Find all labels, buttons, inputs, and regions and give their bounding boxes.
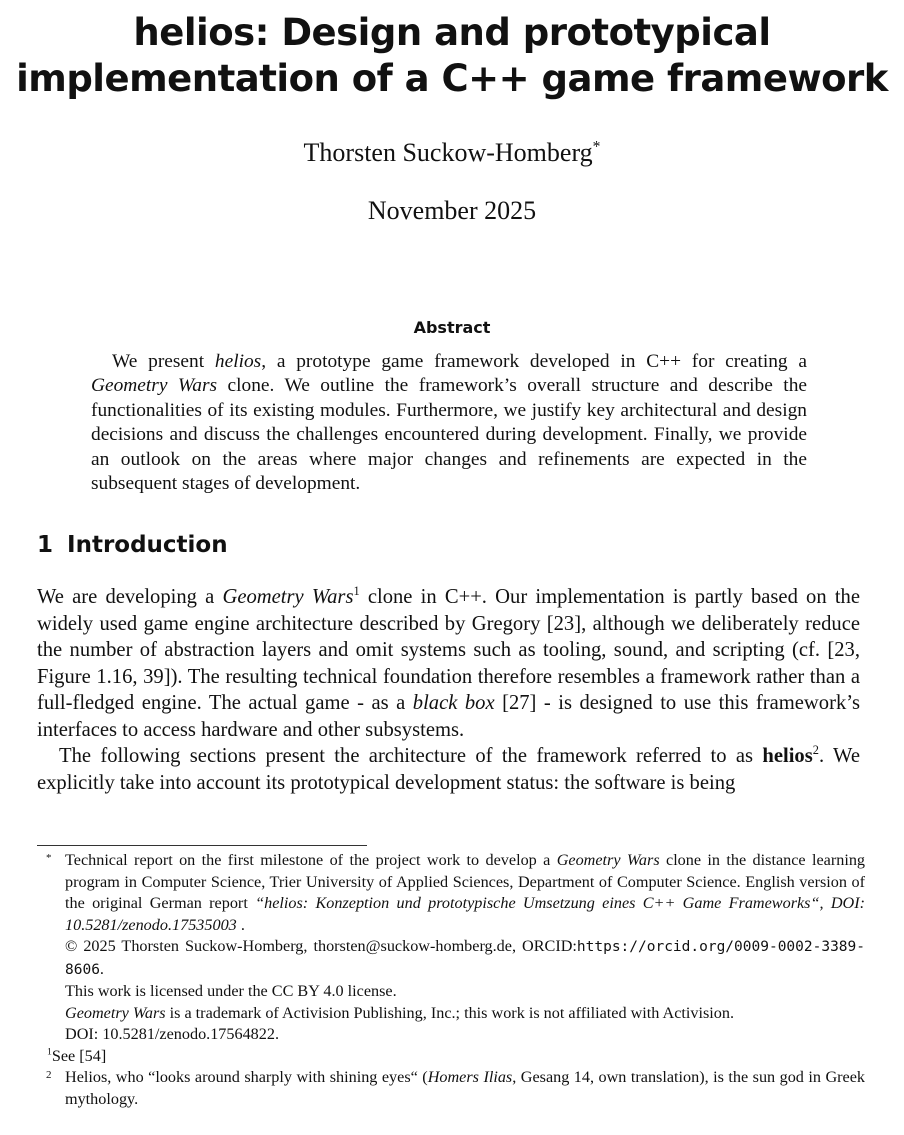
footnote-license: This work is licensed under the CC BY 4.0 license. (65, 982, 397, 1000)
paper-title-line-2: implementation of a C++ game framework (16, 57, 888, 100)
footnote-mark: 2 (46, 1069, 52, 1081)
body-bold: helios (762, 745, 813, 767)
footnote-ref-1[interactable]: 1 (353, 584, 360, 599)
body-text: We are developing a (37, 586, 223, 608)
footnote-emphasis: Geometry Wars (556, 851, 660, 869)
paper-title-line-1: helios: Design and prototypical (133, 11, 771, 54)
footnote-star-text (65, 850, 865, 936)
footnote-text: . (99, 959, 104, 978)
footnote-text: is a trademark of Activision Publishing, Inc.; this work is not affiliated with Activision. (165, 1003, 735, 1022)
footnote-text: Helios, who “looks around sharply with shining eyes“ ( (65, 1068, 428, 1086)
footnote-1-text: See [54] (51, 1046, 107, 1065)
abstract-body (91, 350, 807, 496)
footnote-mark: 1 (47, 1046, 52, 1058)
body-text: clone in C++. Our implementation is partly based on the widely used game engine architecture described by Gregory [23], although we deliberately reduce the number of abstraction layers and omit systems such as tooling, sound, and scripting (cf. [23, Figure 1.16, 39]). The resulting technical foundation therefore resembles a framework rather than a full-fledged engine. The actual game - as a (37, 586, 860, 714)
abstract-text: clone. We outline the framework’s overall structure and describe the functionalities of its existing modules. Furthermore, we justify key architectural and design decisions and discuss the challenges encountered during development. Finally, we provide an outlook on the areas where major changes and refinements are expected in the subsequent stages of development. (91, 375, 807, 495)
section-title: Introduction (67, 532, 228, 558)
footnote-text: , Gesang 14, own translation), is the sun god in Greek mythology. (65, 1068, 866, 1108)
footnote-emphasis: Homers Ilias (427, 1068, 513, 1086)
orcid-link[interactable]: https://orcid.org/0009-0002-3389-8606 (65, 939, 865, 978)
footnote-doi: DOI: 10.5281/zenodo.17564822. (65, 1025, 280, 1043)
footnote-emphasis: “helios: Konzeption und prototypische Umsetzung eines C++ Game Frameworks“, DOI: 10.5281/zenodo.17535003 (65, 894, 865, 934)
abstract-emphasis: Geometry Wars (91, 375, 218, 397)
footnote-text: clone in the distance learning program in Computer Science, Trier University of Applied Sciences, Department of Computer Science. English version of the original German report (65, 851, 866, 912)
abstract-heading: Abstract (413, 318, 491, 337)
footnote-star (37, 850, 865, 1046)
footnote-1 (37, 1046, 865, 1068)
footnote-copyright (65, 936, 865, 981)
footnote-emphasis: Geometry Wars (65, 1003, 166, 1022)
author-name: Thorsten Suckow-Homberg (303, 138, 593, 167)
abstract-emphasis: helios (214, 351, 262, 372)
section-body (37, 584, 860, 796)
footnote-mark: * (46, 852, 52, 864)
footnote-trademark (65, 1003, 865, 1025)
body-emphasis: black box (412, 692, 495, 714)
footnotes (37, 850, 865, 1110)
paragraph-2 (37, 743, 860, 796)
abstract-text: We present (112, 351, 215, 372)
author (0, 137, 904, 169)
body-text: The following sections present the architecture of the framework referred to as (59, 745, 763, 767)
footnote-ref-2[interactable]: 2 (812, 743, 819, 758)
publication-date: November 2025 (367, 196, 537, 225)
footnote-2-text (65, 1067, 865, 1110)
author-footnote-mark[interactable]: * (592, 138, 601, 156)
abstract-text: , a prototype game framework developed in C++ for creating a (261, 351, 808, 372)
paper-title (0, 10, 904, 102)
footnote-text: Technical report on the first milestone of the project work to develop a (65, 851, 557, 869)
body-text: [27] - is designed to use this framework’s interfaces to access hardware and other subsystems. (37, 692, 860, 741)
paragraph-1 (37, 584, 860, 743)
footnote-divider (37, 845, 367, 846)
footnote-2 (37, 1067, 865, 1110)
body-emphasis: Geometry Wars (222, 586, 354, 608)
footnote-text: © 2025 Thorsten Suckow-Homberg, thorsten@suckow-homberg.de, ORCID: (65, 937, 577, 955)
section-heading-introduction (37, 532, 228, 558)
section-number: 1 (37, 532, 54, 558)
footnote-text: . (236, 915, 245, 934)
body-text: . We explicitly take into account its prototypical development status: the software is being (37, 745, 860, 794)
